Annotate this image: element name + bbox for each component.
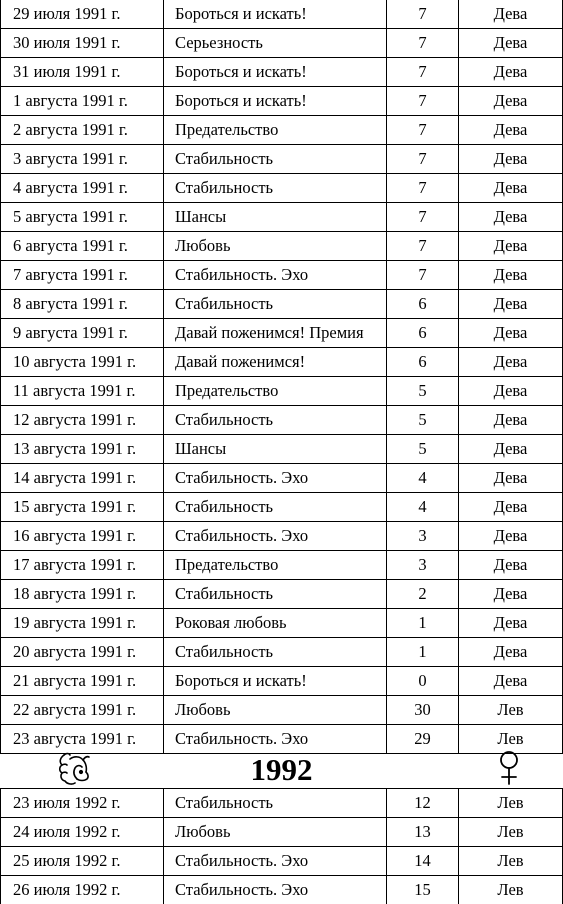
table-row (1, 145, 563, 174)
title-cell: Бороться и искать! (164, 58, 387, 87)
table-row (1, 818, 563, 847)
number-cell: 14 (387, 847, 459, 876)
date-cell: 16 августа 1991 г. (1, 522, 164, 551)
title-cell: Давай поженимся! (164, 348, 387, 377)
title-cell: Стабильность (164, 145, 387, 174)
date-cell: 8 августа 1991 г. (1, 290, 164, 319)
number-cell: 15 (387, 876, 459, 904)
number-cell: 13 (387, 818, 459, 847)
date-cell: 17 августа 1991 г. (1, 551, 164, 580)
table-row (1, 493, 563, 522)
table-row (1, 464, 563, 493)
title-cell: Любовь (164, 232, 387, 261)
table-row (1, 58, 563, 87)
date-cell: 26 июля 1992 г. (1, 876, 164, 904)
date-cell: 9 августа 1991 г. (1, 319, 164, 348)
zodiac-sign-cell: Дева (459, 290, 563, 319)
zodiac-sign-cell: Лев (459, 789, 563, 818)
title-cell: Предательство (164, 551, 387, 580)
date-cell: 20 августа 1991 г. (1, 638, 164, 667)
number-cell: 5 (387, 406, 459, 435)
zodiac-sign-cell: Дева (459, 116, 563, 145)
zodiac-sign-cell: Дева (459, 377, 563, 406)
title-cell: Стабильность (164, 638, 387, 667)
table-row (1, 580, 563, 609)
zodiac-sign-cell: Лев (459, 818, 563, 847)
date-cell: 29 июля 1991 г. (1, 0, 164, 29)
number-cell: 7 (387, 232, 459, 261)
zodiac-sign-cell: Лев (459, 847, 563, 876)
number-cell: 7 (387, 0, 459, 29)
title-cell: Стабильность (164, 789, 387, 818)
number-cell: 1 (387, 609, 459, 638)
table-row (1, 696, 563, 725)
number-cell: 7 (387, 116, 459, 145)
title-cell: Стабильность. Эхо (164, 522, 387, 551)
date-cell: 6 августа 1991 г. (1, 232, 164, 261)
title-cell: Предательство (164, 116, 387, 145)
title-cell: Стабильность. Эхо (164, 725, 387, 754)
title-cell: Стабильность (164, 290, 387, 319)
title-cell: Стабильность. Эхо (164, 876, 387, 904)
table-row (1, 232, 563, 261)
number-cell: 7 (387, 87, 459, 116)
table-row (1, 290, 563, 319)
zodiac-sign-cell: Дева (459, 0, 563, 29)
zodiac-sign-cell: Дева (459, 319, 563, 348)
number-cell: 7 (387, 58, 459, 87)
zodiac-sign-cell: Дева (459, 145, 563, 174)
zodiac-sign-cell: Дева (459, 29, 563, 58)
table-row (1, 406, 563, 435)
table-row (1, 319, 563, 348)
table-row (1, 174, 563, 203)
date-cell: 25 июля 1992 г. (1, 847, 164, 876)
title-cell: Стабильность. Эхо (164, 261, 387, 290)
title-cell: Давай поженимся! Премия (164, 319, 387, 348)
date-cell: 15 августа 1991 г. (1, 493, 164, 522)
number-cell: 4 (387, 464, 459, 493)
zodiac-sign-cell: Дева (459, 348, 563, 377)
date-cell: 24 июля 1992 г. (1, 818, 164, 847)
table-row (1, 348, 563, 377)
title-cell: Любовь (164, 696, 387, 725)
title-cell: Стабильность (164, 580, 387, 609)
zodiac-sign-cell: Дева (459, 203, 563, 232)
number-cell: 2 (387, 580, 459, 609)
date-cell: 13 августа 1991 г. (1, 435, 164, 464)
date-cell: 23 августа 1991 г. (1, 725, 164, 754)
number-cell: 6 (387, 319, 459, 348)
number-cell: 7 (387, 145, 459, 174)
zodiac-sign-cell: Дева (459, 58, 563, 87)
number-cell: 1 (387, 638, 459, 667)
date-cell: 2 августа 1991 г. (1, 116, 164, 145)
title-cell: Стабильность (164, 493, 387, 522)
table-1992 (0, 788, 563, 904)
date-cell: 4 августа 1991 г. (1, 174, 164, 203)
table-row (1, 551, 563, 580)
number-cell: 7 (387, 29, 459, 58)
zodiac-sign-cell: Дева (459, 464, 563, 493)
date-cell: 22 августа 1991 г. (1, 696, 164, 725)
number-cell: 7 (387, 174, 459, 203)
number-cell: 5 (387, 377, 459, 406)
title-cell: Любовь (164, 818, 387, 847)
table-row (1, 87, 563, 116)
date-cell: 1 августа 1991 г. (1, 87, 164, 116)
table-row (1, 847, 563, 876)
table-row (1, 638, 563, 667)
zodiac-sign-cell: Дева (459, 580, 563, 609)
number-cell: 7 (387, 261, 459, 290)
table-row (1, 261, 563, 290)
zodiac-sign-cell: Дева (459, 522, 563, 551)
number-cell: 30 (387, 696, 459, 725)
number-cell: 12 (387, 789, 459, 818)
table-row (1, 609, 563, 638)
title-cell: Шансы (164, 435, 387, 464)
table-row (1, 789, 563, 818)
table-row (1, 29, 563, 58)
zodiac-sign-cell: Дева (459, 232, 563, 261)
number-cell: 3 (387, 551, 459, 580)
date-cell: 12 августа 1991 г. (1, 406, 164, 435)
date-cell: 31 июля 1991 г. (1, 58, 164, 87)
number-cell: 6 (387, 290, 459, 319)
venus-symbol-icon (496, 750, 522, 786)
title-cell: Бороться и искать! (164, 0, 387, 29)
date-cell: 23 июля 1992 г. (1, 789, 164, 818)
date-cell: 10 августа 1991 г. (1, 348, 164, 377)
table-row (1, 876, 563, 904)
title-cell: Стабильность (164, 406, 387, 435)
zodiac-sign-cell: Лев (459, 725, 563, 754)
title-cell: Предательство (164, 377, 387, 406)
title-cell: Стабильность (164, 174, 387, 203)
zodiac-sign-cell: Лев (459, 876, 563, 904)
number-cell: 6 (387, 348, 459, 377)
date-cell: 18 августа 1991 г. (1, 580, 164, 609)
zodiac-sign-cell: Дева (459, 638, 563, 667)
zodiac-sign-cell: Дева (459, 609, 563, 638)
date-cell: 3 августа 1991 г. (1, 145, 164, 174)
date-cell: 5 августа 1991 г. (1, 203, 164, 232)
year-header (0, 748, 563, 788)
zodiac-sign-cell: Дева (459, 551, 563, 580)
table-row (1, 0, 563, 29)
date-cell: 11 августа 1991 г. (1, 377, 164, 406)
number-cell: 7 (387, 203, 459, 232)
zodiac-sign-cell: Лев (459, 696, 563, 725)
zodiac-sign-cell: Дева (459, 667, 563, 696)
title-cell: Шансы (164, 203, 387, 232)
table-row (1, 522, 563, 551)
number-cell: 29 (387, 725, 459, 754)
table-row (1, 435, 563, 464)
title-cell: Стабильность. Эхо (164, 847, 387, 876)
title-cell: Бороться и искать! (164, 87, 387, 116)
title-cell: Роковая любовь (164, 609, 387, 638)
number-cell: 5 (387, 435, 459, 464)
zodiac-sign-cell: Дева (459, 406, 563, 435)
zodiac-sign-cell: Дева (459, 87, 563, 116)
date-cell: 14 августа 1991 г. (1, 464, 164, 493)
date-cell: 21 августа 1991 г. (1, 667, 164, 696)
zodiac-sign-cell: Дева (459, 435, 563, 464)
zodiac-sign-cell: Дева (459, 493, 563, 522)
date-cell: 19 августа 1991 г. (1, 609, 164, 638)
title-cell: Бороться и искать! (164, 667, 387, 696)
zodiac-sign-cell: Дева (459, 174, 563, 203)
table-row (1, 377, 563, 406)
date-cell: 30 июля 1991 г. (1, 29, 164, 58)
number-cell: 3 (387, 522, 459, 551)
title-cell: Стабильность. Эхо (164, 464, 387, 493)
table-row (1, 116, 563, 145)
title-cell: Серьезность (164, 29, 387, 58)
zodiac-sign-cell: Дева (459, 261, 563, 290)
table-row (1, 203, 563, 232)
number-cell: 0 (387, 667, 459, 696)
number-cell: 4 (387, 493, 459, 522)
year-label: 1992 (0, 751, 563, 789)
table-row (1, 667, 563, 696)
date-cell: 7 августа 1991 г. (1, 261, 164, 290)
